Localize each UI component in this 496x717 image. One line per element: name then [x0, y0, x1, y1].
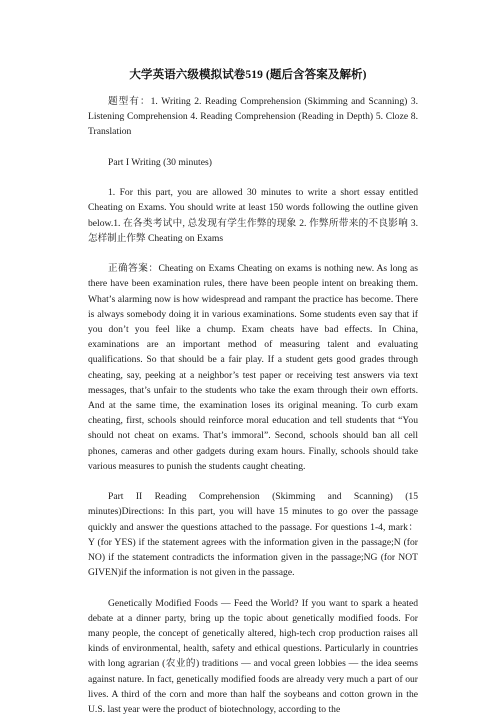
document-body [88, 94, 418, 717]
document-title: 大学英语六级模拟试卷519 (题后含答案及解析) [129, 69, 367, 81]
reading-passage-paragraph: Genetically Modified Foods — Feed the World? If you want to spark a heated debate at a dinner party, bring up the topic about genetically modified foods. For many people, the concept of genetically altered, high-tech crop production raises all kinds of environmental, health, safety and ethical questions. Particularly in countries with long agrarian (农业的) traditions — and vocal green lobbies — the idea seems against nature. In fact, genetically modified foods are already very much a part of our lives. A third of the corn and more than half the soybeans and cotton grown in the U.S. last year were the product of biotechnology, according to the [88, 597, 418, 716]
answer-essay-paragraph: 正确答案：Cheating on Exams Cheating on exams is nothing new. As long as there have been examination rules, there have been people intent on breaking them. What’s alarming now is how widespread and rampant the practice has become. There is always somebody doing it in various examinations. Some students even say that if you don’t you feel like a chump. Exam cheats have bad effects. In China, examinations are an important method of measuring talent and evaluating qualifications. So that should be a fair play. If a student gets good grades through cheating, say, peeking at a neighbor’s test paper or receiving test answers via text messages, that’s unfair to the students who take the exam through their own efforts. And at the same time, the examination loses its original meaning. To curb exam cheating, first, schools should reinforce moral education and tell students that “You should not cheat on exams. That’s immoral”. Second, schools should ban all cell phones, cameras and other gadgets during exam hours. Finally, schools should take various measures to punish the students caught cheating. [88, 263, 418, 472]
question-types-paragraph: 题型有：1. Writing 2. Reading Comprehension (Skimming and Scanning) 3. Listening Comprehension 4. Reading Comprehension (Reading in Depth) 5. Cloze 8. Translation [88, 96, 418, 138]
part-two-directions-paragraph: Part II Reading Comprehension (Skimming and Scanning) (15 minutes)Directions: In this part, you will have 15 minutes to go over the passage quickly and answer the questions attached to the passage. For questions 1-4, mark：Y (for YES) if the statement agrees with the information given in the passage;N (for NO) if the statement contradicts the information given in the passage;NG (for NOT GIVEN)if the information is not given in the passage. [88, 491, 418, 579]
writing-question-paragraph: 1. For this part, you are allowed 30 minutes to write a short essay entitled Cheating on Exams. You should write at least 150 words following the outline given below.1. 在各类考试中, 总发现有学生作弊的现象 2. 作弊所带来的不良影响 3. 怎样制止作弊 Cheating on Exams [88, 187, 418, 244]
part-one-heading: Part I Writing (30 minutes) [108, 156, 212, 168]
